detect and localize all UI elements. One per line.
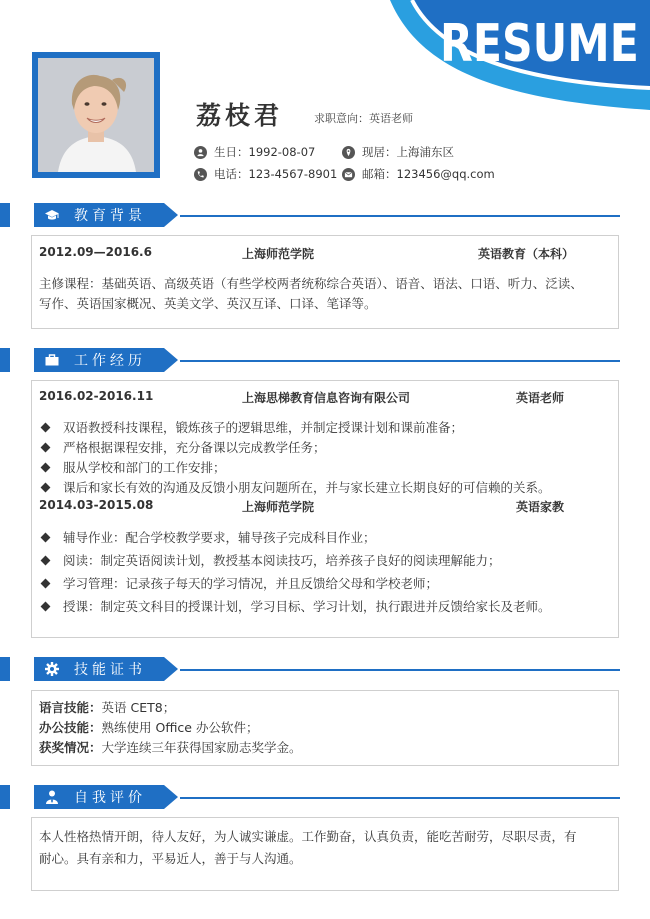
residence-info	[342, 144, 454, 160]
work-section-header	[0, 348, 620, 372]
person-icon	[44, 789, 60, 805]
list-item: 获奖情况：大学连续三年获得国家励志奖学金。	[39, 740, 302, 755]
education-courses-line1: 主修课程：基础英语、高级英语（有些学校两者统称综合英语）、语音、语法、口语、听力、泛读、	[39, 276, 583, 291]
skills-box	[31, 690, 619, 766]
list-item: 办公技能：熟练使用 Office 办公软件；	[39, 720, 259, 735]
job-1-period: 2016.02-2016.11	[39, 389, 154, 403]
resume-title: RESUME	[440, 14, 639, 74]
profile-photo	[32, 52, 160, 178]
job-1-position: 英语老师	[516, 391, 565, 405]
education-title: 教育背景	[74, 208, 146, 224]
birth-info	[194, 144, 315, 160]
job-2-position: 英语家教	[516, 500, 565, 514]
education-section-header	[0, 203, 620, 227]
self-eval-line1: 本人性格热情开朗，待人友好，为人诚实谦虚。工作勤奋，认真负责，能吃苦耐劳，尽职尽责，有	[39, 829, 577, 844]
self-eval-line2: 耐心。具有亲和力，平易近人，善于与人沟通。	[39, 851, 302, 866]
email-info	[342, 166, 495, 182]
education-courses-line2: 写作、英语国家概况、英美文学、英汉互译、口译、笔译等。	[39, 296, 377, 311]
phone-info	[194, 166, 337, 182]
briefcase-icon	[44, 352, 60, 368]
self-eval-title: 自我评价	[74, 790, 146, 806]
phone-text: 电话：123-4567-8901	[214, 167, 338, 181]
job-2-company: 上海师范学院	[242, 500, 315, 514]
job-2-period: 2014.03-2015.08	[39, 498, 154, 512]
list-item: 辅导作业：配合学校教学要求，辅导孩子完成科目作业；	[40, 528, 376, 546]
email-text: 邮箱：123456@qq.com	[362, 167, 495, 181]
candidate-name: 荔枝君	[196, 101, 284, 130]
work-title: 工作经历	[74, 353, 146, 369]
job-1-company: 上海思梯教育信息咨询有限公司	[242, 391, 411, 405]
list-item: 语言技能：英语 CET8；	[39, 700, 176, 715]
skills-title: 技能证书	[74, 662, 146, 678]
education-major: 英语教育（本科）	[478, 247, 575, 261]
work-box	[31, 380, 619, 638]
user-icon	[194, 146, 207, 159]
list-item: 服从学校和部门的工作安排；	[40, 458, 226, 476]
list-item: 学习管理：记录孩子每天的学习情况，并且反馈给父母和学校老师；	[40, 574, 438, 592]
list-item: 阅读：制定英语阅读计划，教授基本阅读技巧，培养孩子良好的阅读理解能力；	[40, 551, 501, 569]
education-box	[31, 235, 619, 329]
location-icon	[342, 146, 355, 159]
avatar	[38, 58, 154, 172]
list-item: 授课：制定英文科目的授课计划，学习目标、学习计划，执行跟进并反馈给家长及老师。	[40, 597, 551, 615]
self-eval-box	[31, 817, 619, 891]
list-item: 课后和家长有效的沟通及反馈小朋友问题所在，并与家长建立长期良好的可信赖的关系。	[40, 478, 551, 496]
list-item: 严格根据课程安排，充分备课以完成教学任务；	[40, 438, 326, 456]
phone-icon	[194, 168, 207, 181]
education-period: 2012.09—2016.6	[39, 245, 152, 259]
graduation-cap-icon	[44, 207, 60, 223]
gear-icon	[44, 661, 60, 677]
self-eval-section-header	[0, 785, 620, 809]
mail-icon	[342, 168, 355, 181]
education-school: 上海师范学院	[242, 247, 315, 261]
job-intent: 求职意向：英语老师	[314, 112, 413, 125]
birth-text: 生日：1992-08-07	[214, 145, 316, 159]
residence-text: 现居：上海浦东区	[362, 145, 454, 159]
list-item: 双语教授科技课程，锻炼孩子的逻辑思维，并制定授课计划和课前准备；	[40, 418, 463, 436]
skills-section-header	[0, 657, 620, 681]
